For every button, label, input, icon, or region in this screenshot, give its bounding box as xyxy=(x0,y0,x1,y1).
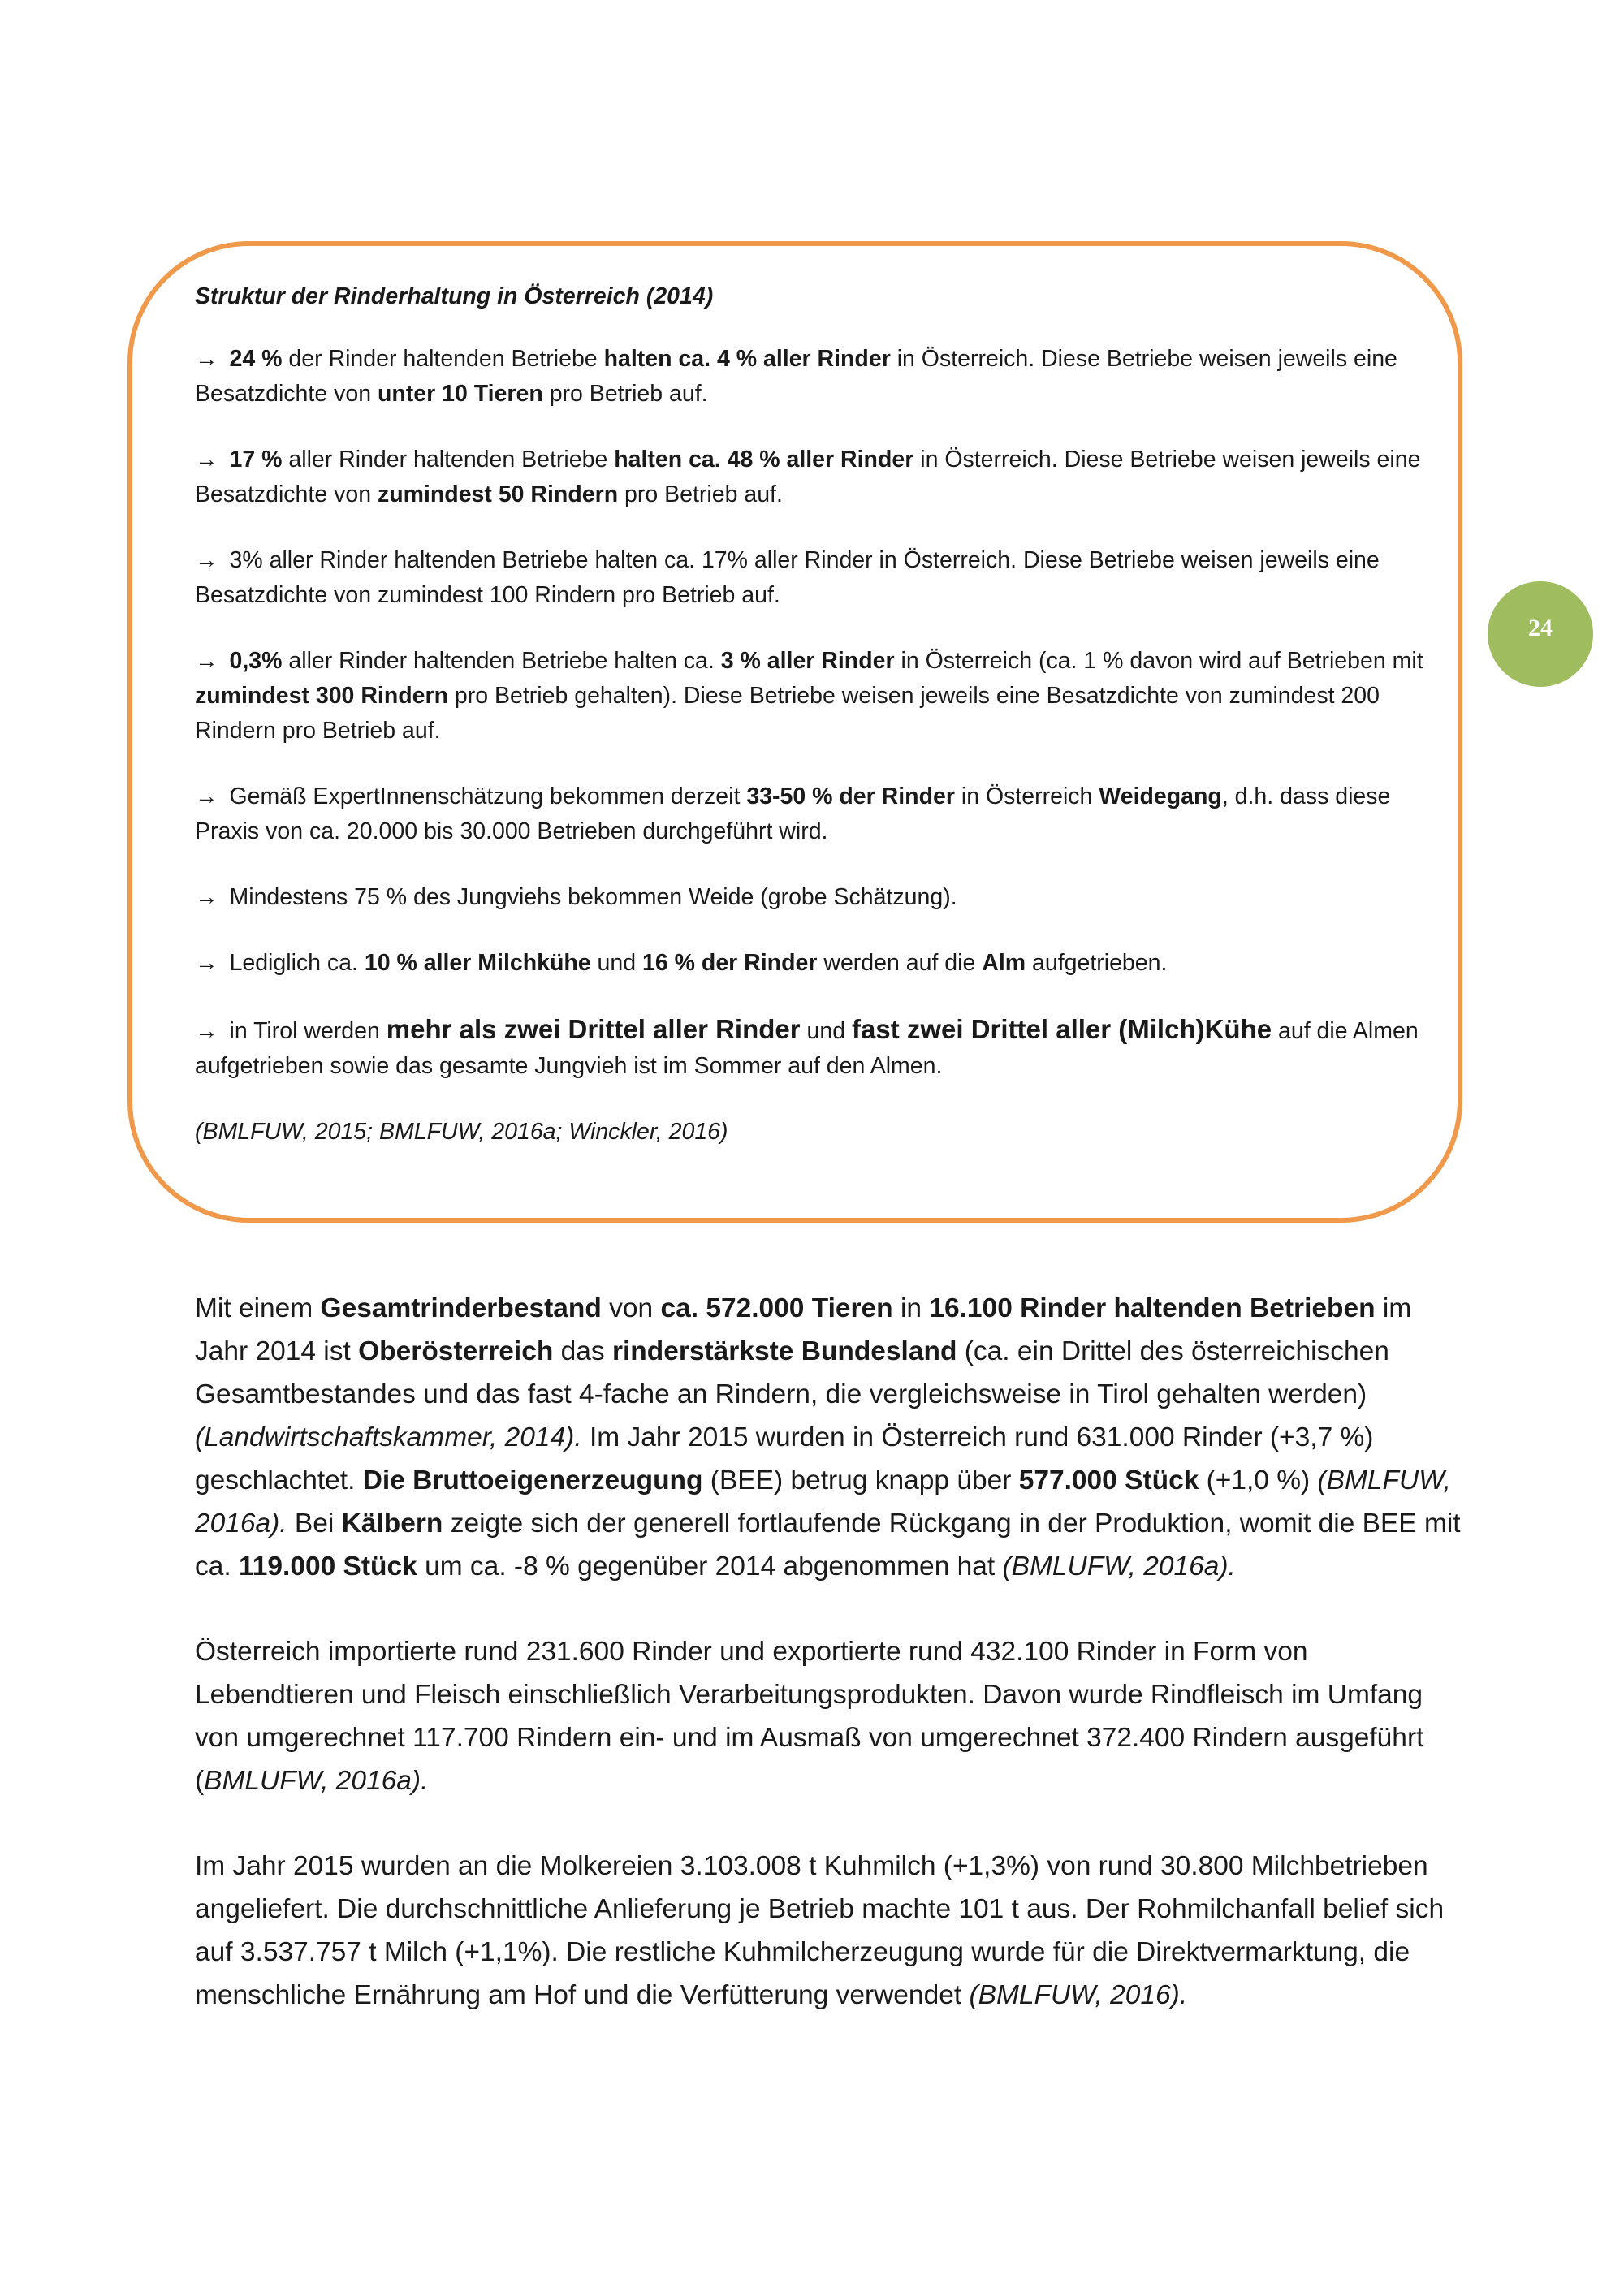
text-run: (+1,0 %) xyxy=(1199,1465,1318,1495)
text-run: in Österreich. Diese Betriebe weisen jeweils eine Besatzdichte von xyxy=(195,447,1421,507)
text-run: Bei xyxy=(287,1508,342,1539)
text-run: 3 % aller Rinder xyxy=(720,648,895,674)
info-box-item xyxy=(195,779,1458,849)
text-run: Kälbern xyxy=(341,1508,443,1539)
text-run: Österreich importierte rund 231.600 Rinder und exportierte rund 432.100 Rinder in Form von Lebendtieren und Fleisch einschließlich Verarbeitungsprodukten. Davon wurde Rindfleisch im Umfang von umgerechnet 117.700 Rindern ein- und im Ausmaß von umgerechnet 372.400 Rindern ausgeführt ( xyxy=(195,1637,1424,1796)
info-box-content xyxy=(195,279,1458,1180)
text-run: in xyxy=(892,1293,930,1323)
info-box-item xyxy=(195,543,1458,613)
text-run: in Österreich xyxy=(954,783,1099,809)
text-run: pro Betrieb auf. xyxy=(618,481,783,507)
text-run: Weidegang xyxy=(1099,783,1222,809)
text-run: zumindest 300 Rindern xyxy=(195,683,448,709)
text-run: 16.100 Rinder haltenden Betrieben xyxy=(929,1293,1376,1323)
text-run: Oberösterreich xyxy=(358,1336,554,1366)
text-run: fast zwei Drittel aller (Milch)Kühe xyxy=(852,1014,1272,1044)
text-run: Alm xyxy=(982,950,1026,976)
text-run: aller Rinder haltenden Betriebe halten ca. xyxy=(282,648,721,674)
arrow-icon: → xyxy=(195,1018,218,1044)
text-run: pro Betrieb gehalten). Diese Betriebe weisen jeweils eine Besatzdichte von zumindest 200 Rindern pro Betrieb auf. xyxy=(195,683,1380,744)
text-run: 0,3% xyxy=(229,648,283,674)
info-box-item xyxy=(195,442,1458,512)
text-run: Mindestens 75 % des Jungviehs bekommen Weide (grobe Schätzung). xyxy=(229,884,957,910)
body-text xyxy=(195,1287,1462,2059)
body-paragraph xyxy=(195,1845,1462,2017)
text-run: ca. 572.000 Tieren xyxy=(660,1293,893,1323)
text-run: und xyxy=(590,950,643,976)
text-run: aufgetrieben. xyxy=(1026,950,1168,976)
text-run: Im Jahr 2015 wurden an die Molkereien 3.103.008 t Kuhmilch (+1,3%) von rund 30.800 Milchbetrieben angeliefert. Die durchschnittliche Anlieferung je Betrieb machte 101 t aus. Der Rohmilchanfall belief sich auf 3.537.757 t Milch (+1,1%). Die restliche Kuhmilcherzeugung wurde für die Direktvermarktung, die menschliche Ernährung am Hof und die Verfütterung verwendet xyxy=(195,1851,1445,2010)
text-run: 17 % xyxy=(229,447,283,473)
text-run: 33-50 % der Rinder xyxy=(746,783,955,809)
text-run: (ca. ein Drittel des österreichischen Gesamtbestandes und das fast 4-fache an Rindern, die vergleichsweise in Tirol gehalten werden) xyxy=(195,1336,1389,1409)
text-run: rinderstärkste Bundesland xyxy=(611,1336,957,1366)
text-run: unter 10 Tieren xyxy=(377,381,543,407)
text-run: und xyxy=(800,1018,852,1044)
text-run: (BEE) betrug knapp über xyxy=(702,1465,1019,1495)
arrow-icon: → xyxy=(195,950,218,976)
info-box-item xyxy=(195,644,1458,749)
info-box-citation: (BMLFUW, 2015; BMLFUW, 2016a; Winckler, 2016) xyxy=(195,1119,728,1145)
text-run: zumindest 50 Rindern xyxy=(377,481,619,507)
text-run: in Österreich. Diese Betriebe weisen jeweils eine Besatzdichte von xyxy=(195,346,1397,407)
text-run: 577.000 Stück xyxy=(1018,1465,1199,1495)
text-run: 10 % aller Milchkühe xyxy=(364,950,591,976)
text-run: werden auf die xyxy=(817,950,983,976)
arrow-icon: → xyxy=(195,648,218,674)
text-run: 16 % der Rinder xyxy=(642,950,818,976)
page-number-badge: 24 xyxy=(1488,581,1593,687)
text-run: halten ca. 48 % aller Rinder xyxy=(614,447,914,473)
text-run: in Tirol werden xyxy=(229,1018,387,1044)
body-paragraph xyxy=(195,1287,1462,1588)
text-run: der Rinder haltenden Betriebe xyxy=(282,346,604,372)
text-run: von xyxy=(601,1293,661,1323)
text-run: auf die Almen aufgetrieben sowie das gesamte Jungvieh ist im Sommer auf den Almen. xyxy=(195,1018,1419,1079)
text-run: Mit einem xyxy=(195,1293,321,1323)
arrow-icon: → xyxy=(195,547,218,573)
text-run: (BMLUFW, 2016a). xyxy=(1002,1552,1236,1582)
text-run: (Landwirtschaftskammer, 2014). xyxy=(195,1422,582,1452)
text-run: aller Rinder haltenden Betriebe xyxy=(282,447,615,473)
text-run: (BMLFUW, 2016). xyxy=(969,1980,1188,2010)
text-run: , d.h. dass diese Praxis von ca. 20.000 bis 30.000 Betrieben durchgeführt wird. xyxy=(195,783,1391,844)
text-run: Gemäß ExpertInnenschätzung bekommen derzeit xyxy=(229,783,747,809)
text-run: in Österreich (ca. 1 % davon wird auf Betrieben mit xyxy=(894,648,1423,674)
arrow-icon: → xyxy=(195,346,218,372)
text-run: pro Betrieb auf. xyxy=(542,381,708,407)
info-box-title: Struktur der Rinderhaltung in Österreich (2014) xyxy=(195,283,714,309)
body-paragraph xyxy=(195,1630,1462,1802)
arrow-icon: → xyxy=(195,447,218,473)
info-box-item xyxy=(195,946,1458,981)
info-box-item xyxy=(195,1012,1458,1084)
text-run: halten ca. 4 % aller Rinder xyxy=(603,346,891,372)
info-box-item xyxy=(195,880,1458,915)
text-run: im Jahr 2014 ist xyxy=(195,1293,1412,1366)
text-run: Lediglich ca. xyxy=(229,950,365,976)
text-run: um ca. -8 % gegenüber 2014 abgenommen hat xyxy=(417,1552,1003,1582)
text-run: BMLUFW, 2016a). xyxy=(204,1766,429,1796)
text-run: Im Jahr 2015 wurden in Österreich rund 631.000 Rinder (+3,7 %) geschlachtet. xyxy=(195,1422,1374,1495)
text-run: das xyxy=(553,1336,612,1366)
text-run: 3% aller Rinder haltenden Betriebe halten ca. 17% aller Rinder in Österreich. Diese Betriebe weisen jeweils eine Besatzdichte von zumindest 100 Rindern pro Betrieb auf. xyxy=(195,547,1380,608)
info-box-items xyxy=(195,342,1458,1084)
info-box-item xyxy=(195,342,1458,412)
arrow-icon: → xyxy=(195,884,218,910)
text-run: (BMLFUW, 2016a). xyxy=(195,1465,1451,1539)
text-run: Gesamtrinderbestand xyxy=(320,1293,602,1323)
text-run: 119.000 Stück xyxy=(239,1552,417,1582)
text-run: mehr als zwei Drittel aller Rinder xyxy=(386,1014,801,1044)
arrow-icon: → xyxy=(195,783,218,809)
text-run: Die Bruttoeigenerzeugung xyxy=(362,1465,703,1495)
text-run: zeigte sich der generell fortlaufende Rückgang in der Produktion, womit die BEE mit ca. xyxy=(195,1508,1461,1582)
text-run: 24 % xyxy=(229,346,283,372)
